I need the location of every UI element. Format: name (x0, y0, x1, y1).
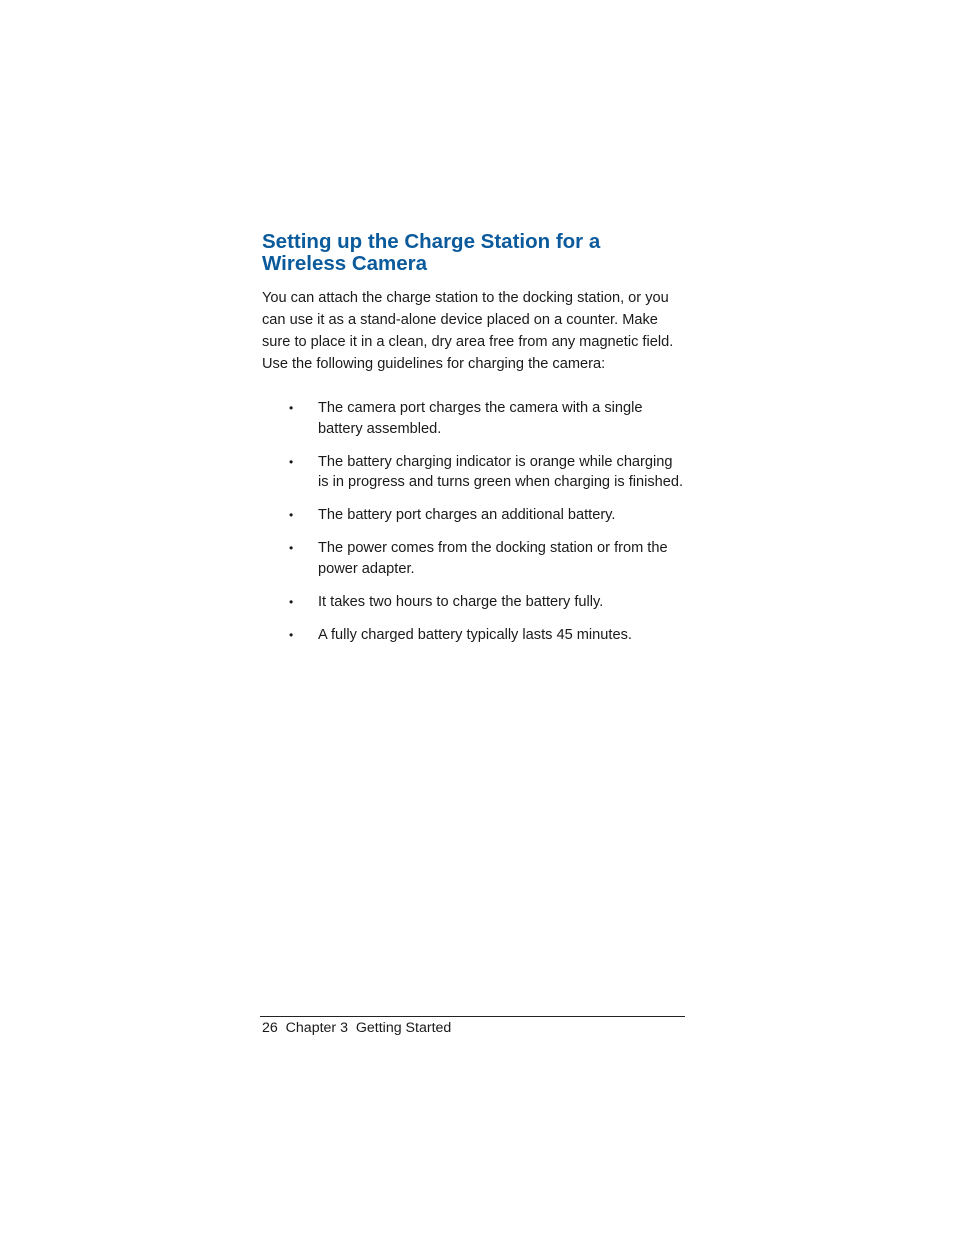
list-item-text: The battery charging indicator is orange while charging is in progress and turns green when charging is finished. (318, 453, 684, 490)
footer-chapter: Chapter 3 (285, 1020, 348, 1036)
list-item (262, 625, 687, 646)
page-number: 26 (262, 1020, 278, 1036)
bullet-marker: • (289, 541, 294, 555)
page-content (262, 231, 687, 658)
list-item-text: The battery port charges an additional battery. (318, 507, 616, 523)
list-item (262, 505, 687, 526)
bullet-marker: • (289, 627, 294, 642)
bullet-marker: • (289, 594, 294, 609)
bullet-marker: • (289, 401, 294, 415)
list-item-text: The camera port charges the camera with a single battery assembled. (318, 400, 643, 437)
list-item (262, 592, 687, 613)
guidelines-list (262, 398, 687, 645)
footer-chapter-title: Getting Started (355, 1020, 452, 1036)
list-item-text: The power comes from the docking station or from the power adapter. (318, 540, 668, 577)
bullet-marker: • (289, 454, 294, 469)
intro-paragraph: You can attach the charge station to the docking station, or you can use it as a stand-alone device placed on a counter. Make sure to place it in a clean, dry area free from any magnetic field. Use the following guidelines for charging the camera: (262, 290, 674, 372)
list-item-text: It takes two hours to charge the battery fully. (318, 593, 604, 610)
footer-divider (260, 1016, 685, 1017)
page-footer (262, 1019, 451, 1037)
section-heading: Setting up the Charge Station for a Wireless Camera (262, 230, 601, 275)
bullet-marker: • (289, 508, 294, 522)
list-item (262, 398, 687, 439)
list-item (262, 452, 687, 493)
list-item-text: A fully charged battery typically lasts 45 minutes. (318, 626, 632, 643)
list-item (262, 538, 687, 579)
